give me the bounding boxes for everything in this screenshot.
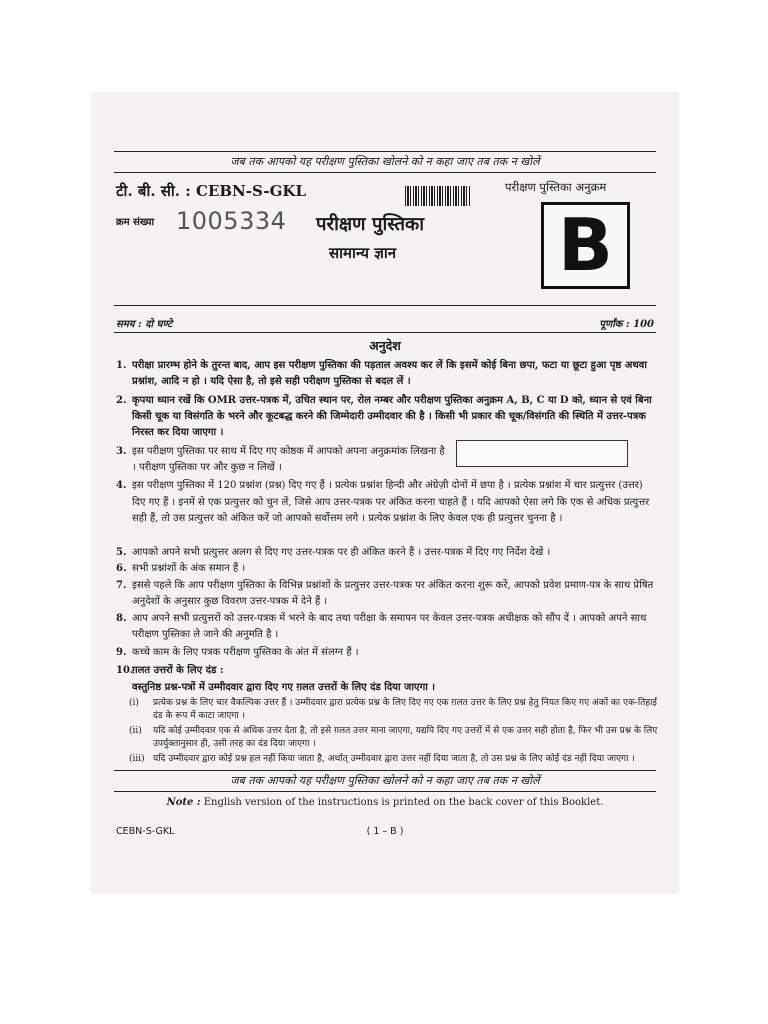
max-marks: पूर्णांक : 100	[599, 319, 654, 330]
instruction-item	[116, 545, 656, 561]
roll-number-box[interactable]	[456, 440, 628, 467]
instruction-item	[116, 444, 446, 476]
penalty-point-number: (ii)	[129, 726, 142, 736]
instruction-number: 10.	[116, 665, 134, 676]
serial-number: 1005334	[176, 207, 287, 235]
instruction-text: कृपया ध्यान रखें कि OMR उत्तर-पत्रक में, उचित स्थान पर, रोल नम्बर और परीक्षण पुस्तिका अनुक्रम A, B, C या D को, ध्यान से एवं बिना किसी चूक या विसंगति के भरने और कूटबद्ध करने की जिम्मेदारी उम्मीदवार की है । किसी भी प्रकार की चूक/विसंगति की स्थिति में उत्तर-पत्रक निरस्त कर दिया जाएगा ।	[132, 395, 652, 438]
instruction-text: परीक्षा प्रारम्भ होने के तुरन्त बाद, आप इस परीक्षण पुस्तिका की पड़ताल अवश्य कर लें कि इसमें कोई बिना छपा, फटा या छूटा हुआ पृष्ठ अथवा प्रश्नांश, आदि न हो । यदि ऐसा है, तो इसे सही परीक्षण पुस्तिका से बदल लें ।	[132, 360, 647, 387]
instruction-number: 6.	[116, 563, 127, 574]
bottom-banner-rule-top	[114, 770, 656, 771]
penalty-point-text: प्रत्येक प्रश्न के लिए चार वैकल्पिक उत्तर हैं । उम्मीदवार द्वारा प्रत्येक प्रश्न के लिए दिए गए एक ग़लत उत्तर के लिए प्रश्न हेतु नियत किए गए अंकों का एक-तिहाई दंड के रूप में काटा जाएगा ।	[153, 698, 657, 721]
time-allowed: समय : दो घण्टे	[116, 319, 173, 330]
instruction-number: 3.	[116, 446, 127, 457]
note-text: English version of the instructions is printed on the back cover of this Booklet.	[203, 797, 604, 808]
bottom-banner: जब तक आपको यह परीक्षण पुस्तिका खोलने को न कहा जाए तब तक न खोलें	[230, 774, 540, 787]
footer-code: CEBN-S-GKL	[116, 826, 175, 837]
instruction-number: 4.	[116, 480, 127, 491]
barcode	[405, 186, 470, 206]
penalty-point	[129, 725, 659, 751]
note-label: Note :	[166, 797, 201, 808]
instruction-text: कच्चे काम के लिए पत्रक परीक्षण पुस्तिका के अंत में संलग्न हैं ।	[132, 647, 359, 658]
instruction-text: ग़लत उत्तरों के लिए दंड :	[132, 665, 224, 676]
bottom-banner-rule	[114, 791, 656, 792]
series-box	[541, 202, 630, 289]
meta-rule	[114, 332, 656, 333]
top-banner: जब तक आपको यह परीक्षण पुस्तिका खोलने को न कहा जाए तब तक न खोलें	[230, 155, 540, 168]
instruction-item	[116, 478, 656, 528]
instruction-number: 9.	[116, 647, 127, 658]
banner-rule	[114, 172, 656, 173]
instruction-number: 5.	[116, 547, 127, 558]
instruction-text: इस परीक्षण पुस्तिका पर साथ में दिए गए कोष्ठक में आपको अपना अनुक्रमांक लिखना है । परीक्षण पुस्तिका पर और कुछ न लिखें ।	[132, 446, 445, 473]
penalty-point-number: (iii)	[129, 754, 145, 764]
instruction-item	[116, 611, 656, 643]
instruction-number: 2.	[116, 395, 127, 406]
booklet-title: परीक्षण पुस्तिका	[316, 214, 424, 235]
penalty-point-number: (i)	[129, 698, 139, 708]
booklet-cover-page	[92, 93, 678, 893]
header-rule	[114, 305, 656, 306]
instruction-text: सभी प्रश्नांशों के अंक समान हैं ।	[132, 563, 246, 574]
instruction-text: इससे पहले कि आप परीक्षण पुस्तिका के विभिन्न प्रश्नांशों के प्रत्युत्तर उत्तर-पत्रक पर अंकित करना शुरू करें, आपको प्रवेश प्रमाण-पत्र के साथ प्रेषित अनुदेशों के अनुसार कुछ विवरण उत्तर-पत्रक में देने हैं ।	[132, 580, 654, 607]
booklet-series-label: परीक्षण पुस्तिका अनुक्रम	[505, 180, 607, 194]
penalty-point	[129, 697, 659, 723]
instruction-number: 7.	[116, 580, 127, 591]
instruction-item	[116, 561, 656, 577]
booklet-subject: सामान्य ज्ञान	[329, 244, 397, 262]
instruction-number: 1.	[116, 360, 127, 371]
instruction-item	[116, 578, 656, 610]
instruction-text: इस परीक्षण पुस्तिका में 120 प्रश्नांश (प्रश्न) दिए गए हैं । प्रत्येक प्रश्नांश हिन्दी और अंग्रेज़ी दोनों में छपा है । प्रत्येक प्रश्नांश में चार प्रत्युत्तर (उत्तर) दिए गए हैं । इनमें से एक प्रत्युत्तर को चुन लें, जिसे आप उत्तर-पत्रक पर अंकित करना चाहते हैं । यदि आपको ऐसा लगे कि एक से अधिक प्रत्युत्तर सही हैं, तो उस प्रत्युत्तर को अंकित करें जो आपको सर्वोत्तम लगे । प्रत्येक प्रश्नांश के लिए केवल एक ही प्रत्युत्तर चुनना है ।	[132, 480, 650, 524]
series-letter: B	[558, 203, 613, 287]
instruction-item	[116, 645, 656, 661]
instructions-heading: अनुदेश	[369, 338, 401, 353]
series-code: टी. बी. सी. : CEBN-S-GKL	[116, 182, 307, 200]
instruction-item	[116, 393, 656, 441]
instruction-text: आप अपने सभी प्रत्युत्तरों को उत्तर-पत्रक में भरने के बाद तथा परीक्षा के समापन पर केवल उत्तर-पत्रक अधीक्षक को सौंप दें । आपको अपने साथ परीक्षण पुस्तिका ले जाने की अनुमति है ।	[132, 613, 647, 640]
penalty-point-text: यदि उम्मीदवार द्वारा कोई प्रश्न हल नहीं किया जाता है, अर्थात् उम्मीदवार द्वारा उत्तर नहीं दिया जाता है, तो उस प्रश्न के लिए कोई दंड नहीं दिया जाएगा ।	[153, 754, 635, 764]
instruction-number: 8.	[116, 613, 127, 624]
instruction-text: आपको अपने सभी प्रत्युत्तर अलग से दिए गए उत्तर-पत्रक पर ही अंकित करने हैं । उत्तर-पत्रक में दिए गए निर्देश देखें ।	[132, 547, 551, 558]
top-rule	[114, 151, 656, 152]
penalty-lead: वस्तुनिष्ठ प्रश्न-पत्रों में उम्मीदवार द्वारा दिए गए ग़लत उत्तरों के लिए दंड दिया जाएगा ।	[132, 682, 436, 693]
page-number: ( 1 – B )	[366, 826, 404, 837]
instruction-item	[116, 663, 656, 679]
english-note	[92, 797, 678, 808]
penalty-point-text: यदि कोई उम्मीदवार एक से अधिक उत्तर देता है, तो इसे ग़लत उत्तर माना जाएगा, यद्यपि दिए गए उत्तरों में से एक उत्तर सही होता है, फिर भी उस प्रश्न के लिए उपर्युक्तानुसार ही, उसी तरह का दंड दिया जाएगा ।	[153, 726, 658, 749]
penalty-point	[129, 753, 659, 766]
serial-label: क्रम संख्या	[116, 217, 155, 228]
instruction-item	[116, 358, 656, 390]
